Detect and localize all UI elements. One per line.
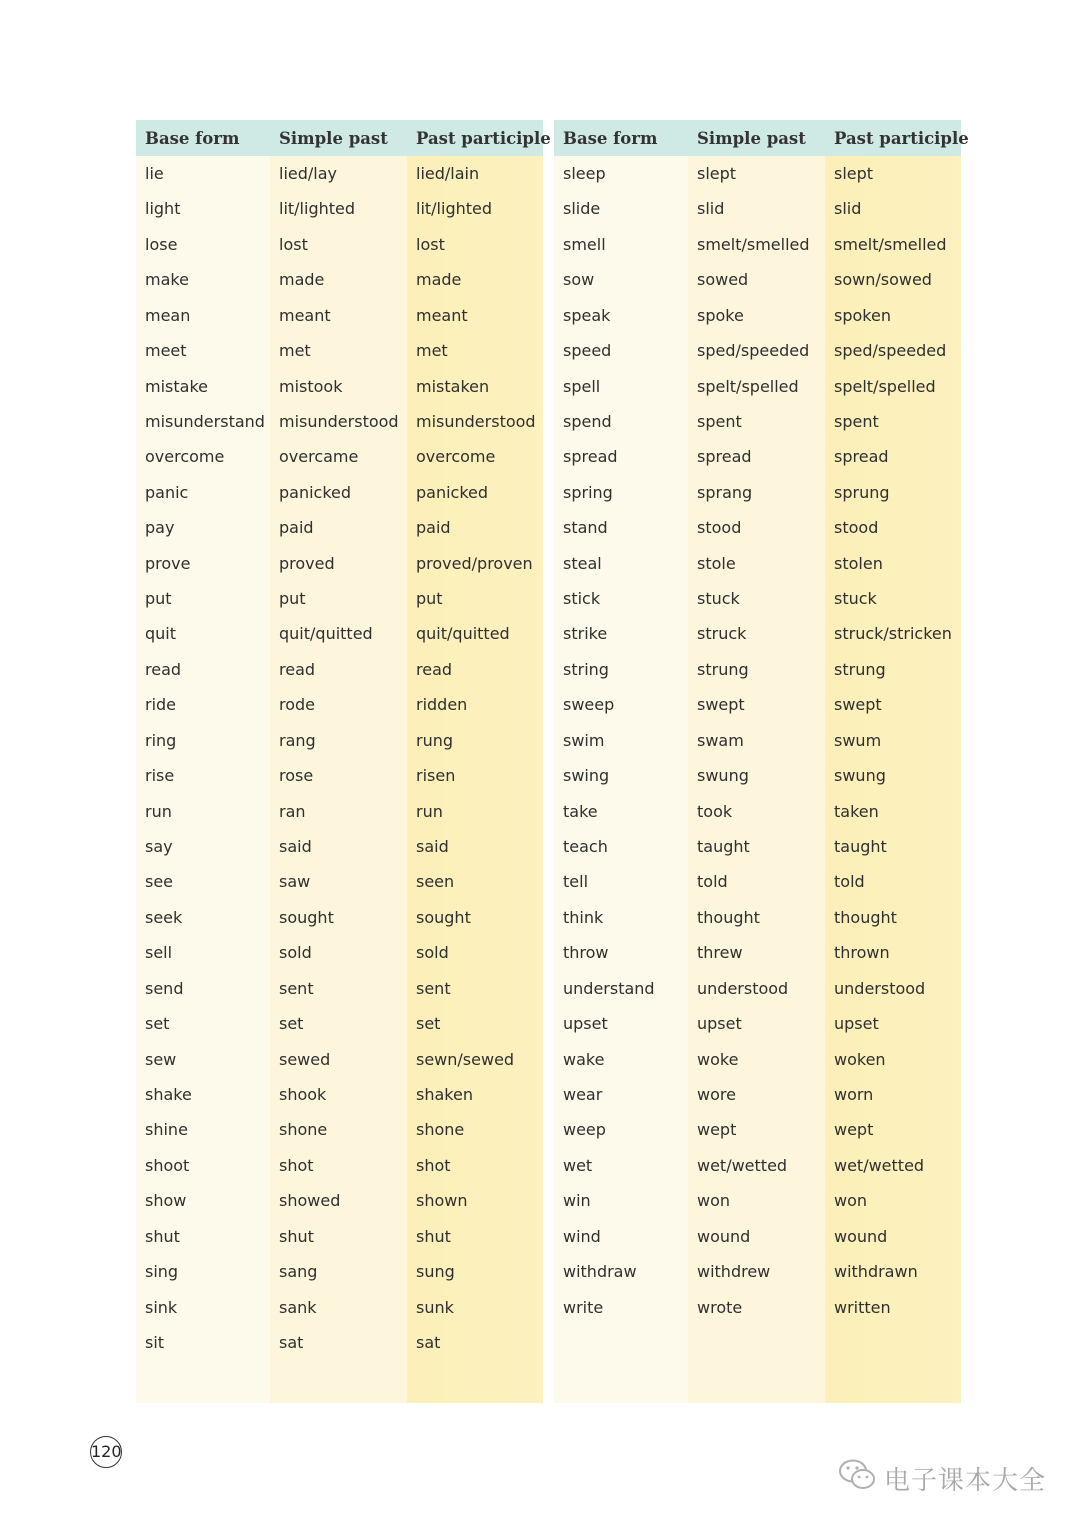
past-participle-cell: stuck bbox=[834, 589, 877, 609]
table-row bbox=[136, 900, 543, 935]
base-form-cell: sweep bbox=[563, 695, 615, 715]
table-row bbox=[554, 156, 961, 191]
base-form-cell: seek bbox=[145, 907, 183, 927]
past-participle-cell: taken bbox=[834, 801, 879, 821]
simple-past-cell: won bbox=[697, 1191, 731, 1211]
past-participle-cell: sown/sowed bbox=[834, 270, 932, 290]
table-row bbox=[136, 369, 543, 404]
past-participle-cell: shaken bbox=[416, 1084, 473, 1104]
base-form-cell: pay bbox=[145, 518, 175, 538]
simple-past-cell: told bbox=[697, 872, 728, 892]
table-row bbox=[136, 1112, 543, 1147]
table-row bbox=[554, 1183, 961, 1218]
table-row bbox=[554, 1219, 961, 1254]
table-row bbox=[554, 794, 961, 829]
simple-past-cell: misunderstood bbox=[279, 411, 399, 431]
table-row bbox=[554, 191, 961, 226]
past-participle-cell: slid bbox=[834, 199, 862, 219]
past-participle-cell: stood bbox=[834, 518, 879, 538]
table-row bbox=[554, 1006, 961, 1041]
table-row bbox=[554, 1077, 961, 1112]
table-header bbox=[136, 120, 551, 156]
simple-past-cell: swam bbox=[697, 730, 744, 750]
simple-past-cell: stuck bbox=[697, 589, 740, 609]
base-form-cell: mistake bbox=[145, 376, 208, 396]
past-participle-cell: overcome bbox=[416, 447, 496, 467]
table-row bbox=[136, 227, 543, 262]
table-row bbox=[554, 1254, 961, 1289]
base-form-cell: panic bbox=[145, 482, 189, 502]
table-row bbox=[554, 1042, 961, 1077]
base-form-cell: wear bbox=[563, 1084, 603, 1104]
header-simple-past: Simple past bbox=[697, 129, 806, 148]
simple-past-cell: shot bbox=[279, 1155, 314, 1175]
base-form-cell: overcome bbox=[145, 447, 225, 467]
table-row bbox=[136, 156, 543, 191]
table-row bbox=[136, 687, 543, 722]
watermark-text: 电子课本大全 bbox=[884, 1465, 1047, 1496]
past-participle-cell: upset bbox=[834, 1014, 879, 1034]
table-row bbox=[136, 971, 543, 1006]
simple-past-cell: quit/quitted bbox=[279, 624, 373, 644]
base-form-cell: wake bbox=[563, 1049, 605, 1069]
simple-past-cell: wet/wetted bbox=[697, 1155, 788, 1175]
simple-past-cell: wound bbox=[697, 1226, 751, 1246]
simple-past-cell: understood bbox=[697, 978, 789, 998]
simple-past-cell: taught bbox=[697, 837, 750, 857]
past-participle-cell: spelt/spelled bbox=[834, 376, 936, 396]
past-participle-cell: spoken bbox=[834, 305, 891, 325]
past-participle-cell: sewn/sewed bbox=[416, 1049, 515, 1069]
base-form-cell: speed bbox=[563, 341, 612, 361]
table-row bbox=[554, 829, 961, 864]
base-form-cell: sink bbox=[145, 1297, 178, 1317]
past-participle-cell: won bbox=[834, 1191, 868, 1211]
base-form-cell: smell bbox=[563, 234, 606, 254]
base-form-cell: ring bbox=[145, 730, 177, 750]
header-past-participle: Past participle bbox=[416, 129, 551, 148]
base-form-cell: mean bbox=[145, 305, 191, 325]
simple-past-cell: slid bbox=[697, 199, 725, 219]
table-row bbox=[136, 1219, 543, 1254]
past-participle-cell: run bbox=[416, 801, 443, 821]
simple-past-cell: stole bbox=[697, 553, 736, 573]
simple-past-cell: withdrew bbox=[697, 1262, 771, 1282]
table-row bbox=[554, 1148, 961, 1183]
past-participle-cell: paid bbox=[416, 518, 451, 538]
table-row bbox=[554, 1290, 961, 1325]
simple-past-cell: sewed bbox=[279, 1049, 331, 1069]
table-row bbox=[136, 794, 543, 829]
past-participle-cell: smelt/smelled bbox=[834, 234, 947, 254]
simple-past-cell: panicked bbox=[279, 482, 352, 502]
past-participle-cell: sold bbox=[416, 943, 449, 963]
past-participle-cell: mistaken bbox=[416, 376, 490, 396]
past-participle-cell: worn bbox=[834, 1084, 874, 1104]
table-row bbox=[136, 262, 543, 297]
table-row bbox=[136, 1006, 543, 1041]
base-form-cell: stand bbox=[563, 518, 608, 538]
table-row bbox=[554, 439, 961, 474]
base-form-cell: write bbox=[563, 1297, 604, 1317]
table-row bbox=[136, 404, 543, 439]
base-form-cell: sell bbox=[145, 943, 173, 963]
simple-past-cell: shook bbox=[279, 1084, 327, 1104]
header-base-form: Base form bbox=[563, 129, 658, 148]
table-row bbox=[136, 475, 543, 510]
base-form-cell: swim bbox=[563, 730, 605, 750]
table-body bbox=[136, 156, 543, 1360]
past-participle-cell: strung bbox=[834, 659, 886, 679]
simple-past-cell: upset bbox=[697, 1014, 742, 1034]
base-form-cell: put bbox=[145, 589, 172, 609]
table-row bbox=[554, 652, 961, 687]
base-form-cell: slide bbox=[563, 199, 601, 219]
simple-past-cell: showed bbox=[279, 1191, 341, 1211]
past-participle-cell: seen bbox=[416, 872, 455, 892]
simple-past-cell: met bbox=[279, 341, 311, 361]
past-participle-cell: lost bbox=[416, 234, 445, 254]
past-participle-cell: understood bbox=[834, 978, 926, 998]
table-row bbox=[554, 581, 961, 616]
past-participle-cell: woken bbox=[834, 1049, 886, 1069]
table-row bbox=[136, 864, 543, 899]
simple-past-cell: meant bbox=[279, 305, 331, 325]
table-row bbox=[554, 687, 961, 722]
simple-past-cell: mistook bbox=[279, 376, 343, 396]
past-participle-cell: wet/wetted bbox=[834, 1155, 925, 1175]
past-participle-cell: put bbox=[416, 589, 443, 609]
past-participle-cell: sped/speeded bbox=[834, 341, 947, 361]
base-form-cell: lie bbox=[145, 164, 164, 183]
base-form-cell: weep bbox=[563, 1120, 606, 1140]
table-row bbox=[554, 616, 961, 651]
past-participle-cell: withdrawn bbox=[834, 1262, 918, 1282]
base-form-cell: tell bbox=[563, 872, 589, 892]
simple-past-cell: sat bbox=[279, 1332, 304, 1352]
past-participle-cell: sunk bbox=[416, 1297, 454, 1317]
past-participle-cell: shut bbox=[416, 1226, 451, 1246]
table-row bbox=[136, 191, 543, 226]
simple-past-cell: shone bbox=[279, 1120, 328, 1140]
simple-past-cell: smelt/smelled bbox=[697, 234, 810, 254]
base-form-cell: lose bbox=[145, 234, 178, 254]
past-participle-cell: taught bbox=[834, 837, 887, 857]
simple-past-cell: put bbox=[279, 589, 306, 609]
simple-past-cell: sent bbox=[279, 978, 314, 998]
past-participle-cell: ridden bbox=[416, 695, 468, 715]
simple-past-cell: threw bbox=[697, 943, 743, 963]
table-row bbox=[136, 758, 543, 793]
table-row bbox=[554, 333, 961, 368]
simple-past-cell: spread bbox=[697, 447, 752, 467]
table-row bbox=[136, 723, 543, 758]
simple-past-cell: proved bbox=[279, 553, 335, 573]
past-participle-cell: wept bbox=[834, 1120, 874, 1140]
past-participle-cell: made bbox=[416, 270, 462, 290]
simple-past-cell: strung bbox=[697, 659, 749, 679]
base-form-cell: light bbox=[145, 199, 181, 219]
simple-past-cell: spelt/spelled bbox=[697, 376, 799, 396]
simple-past-cell: sold bbox=[279, 943, 312, 963]
table-row bbox=[554, 1112, 961, 1147]
past-participle-cell: sat bbox=[416, 1332, 441, 1352]
base-form-cell: win bbox=[563, 1191, 591, 1211]
base-form-cell: sleep bbox=[563, 164, 606, 183]
header-past-participle: Past participle bbox=[834, 129, 969, 148]
past-participle-cell: read bbox=[416, 659, 453, 679]
simple-past-cell: wore bbox=[697, 1084, 736, 1104]
table-row bbox=[554, 546, 961, 581]
simple-past-cell: lit/lighted bbox=[279, 199, 356, 219]
table-row bbox=[554, 864, 961, 899]
simple-past-cell: overcame bbox=[279, 447, 359, 467]
simple-past-cell: saw bbox=[279, 872, 311, 892]
past-participle-cell: sung bbox=[416, 1262, 455, 1282]
table-row bbox=[554, 900, 961, 935]
simple-past-cell: slept bbox=[697, 164, 737, 183]
simple-past-cell: swept bbox=[697, 695, 745, 715]
table-row bbox=[136, 546, 543, 581]
base-form-cell: strike bbox=[563, 624, 608, 644]
table-row bbox=[554, 475, 961, 510]
past-participle-cell: swum bbox=[834, 730, 882, 750]
simple-past-cell: woke bbox=[697, 1049, 739, 1069]
past-participle-cell: swept bbox=[834, 695, 882, 715]
base-form-cell: quit bbox=[145, 624, 177, 644]
base-form-cell: wind bbox=[563, 1226, 601, 1246]
simple-past-cell: sang bbox=[279, 1262, 318, 1282]
base-form-cell: see bbox=[145, 872, 174, 892]
table-row bbox=[136, 333, 543, 368]
base-form-cell: spell bbox=[563, 376, 601, 396]
base-form-cell: think bbox=[563, 907, 604, 927]
table-row bbox=[554, 369, 961, 404]
past-participle-cell: quit/quitted bbox=[416, 624, 510, 644]
header-base-form: Base form bbox=[145, 129, 240, 148]
base-form-cell: swing bbox=[563, 766, 610, 786]
past-participle-cell: shot bbox=[416, 1155, 451, 1175]
table-row bbox=[554, 227, 961, 262]
base-form-cell: sow bbox=[563, 270, 595, 290]
simple-past-cell: sank bbox=[279, 1297, 317, 1317]
base-form-cell: shake bbox=[145, 1084, 192, 1104]
verb-table-right bbox=[554, 120, 969, 1403]
table-row bbox=[136, 935, 543, 970]
base-form-cell: steal bbox=[563, 553, 602, 573]
base-form-cell: speak bbox=[563, 305, 611, 325]
table-row bbox=[554, 404, 961, 439]
simple-past-cell: said bbox=[279, 837, 312, 857]
base-form-cell: throw bbox=[563, 943, 609, 963]
past-participle-cell: struck/stricken bbox=[834, 624, 952, 644]
simple-past-cell: spoke bbox=[697, 305, 744, 325]
simple-past-cell: spent bbox=[697, 411, 742, 431]
simple-past-cell: read bbox=[279, 659, 316, 679]
base-form-cell: understand bbox=[563, 978, 655, 998]
base-form-cell: shut bbox=[145, 1226, 180, 1246]
base-form-cell: send bbox=[145, 978, 184, 998]
table-row bbox=[136, 581, 543, 616]
past-participle-cell: thought bbox=[834, 907, 897, 927]
past-participle-cell: panicked bbox=[416, 482, 489, 502]
simple-past-cell: sought bbox=[279, 907, 334, 927]
header-simple-past: Simple past bbox=[279, 129, 388, 148]
base-form-cell: meet bbox=[145, 341, 187, 361]
simple-past-cell: ran bbox=[279, 801, 306, 821]
past-participle-cell: slept bbox=[834, 164, 874, 183]
base-form-cell: read bbox=[145, 659, 182, 679]
past-participle-cell: wound bbox=[834, 1226, 888, 1246]
table-row bbox=[554, 723, 961, 758]
past-participle-cell: stolen bbox=[834, 553, 883, 573]
past-participle-cell: spread bbox=[834, 447, 889, 467]
base-form-cell: ride bbox=[145, 695, 177, 715]
simple-past-cell: sped/speeded bbox=[697, 341, 810, 361]
table-row bbox=[136, 616, 543, 651]
table-body bbox=[554, 156, 961, 1325]
past-participle-cell: set bbox=[416, 1014, 441, 1034]
past-participle-cell: thrown bbox=[834, 943, 890, 963]
simple-past-cell: set bbox=[279, 1014, 304, 1034]
base-form-cell: run bbox=[145, 801, 172, 821]
table-row bbox=[554, 298, 961, 333]
simple-past-cell: sprang bbox=[697, 482, 753, 502]
table-row bbox=[136, 1183, 543, 1218]
simple-past-cell: stood bbox=[697, 518, 742, 538]
base-form-cell: withdraw bbox=[563, 1262, 637, 1282]
past-participle-cell: swung bbox=[834, 766, 886, 786]
simple-past-cell: lost bbox=[279, 234, 308, 254]
simple-past-cell: lied/lay bbox=[279, 164, 337, 183]
past-participle-cell: shone bbox=[416, 1120, 465, 1140]
wechat-icon bbox=[838, 1458, 876, 1499]
table-row bbox=[136, 1325, 543, 1360]
base-form-cell: take bbox=[563, 801, 598, 821]
simple-past-cell: wept bbox=[697, 1120, 737, 1140]
table-row bbox=[136, 1042, 543, 1077]
base-form-cell: prove bbox=[145, 553, 191, 573]
base-form-cell: spend bbox=[563, 411, 612, 431]
table-row bbox=[136, 510, 543, 545]
table-row bbox=[554, 971, 961, 1006]
table-row bbox=[136, 439, 543, 474]
base-form-cell: set bbox=[145, 1014, 170, 1034]
past-participle-cell: told bbox=[834, 872, 865, 892]
table-row bbox=[554, 758, 961, 793]
past-participle-cell: risen bbox=[416, 766, 456, 786]
page-number: 120 bbox=[90, 1436, 122, 1468]
past-participle-cell: misunderstood bbox=[416, 411, 536, 431]
base-form-cell: wet bbox=[563, 1155, 593, 1175]
table-row bbox=[136, 298, 543, 333]
past-participle-cell: written bbox=[834, 1297, 891, 1317]
past-participle-cell: sprung bbox=[834, 482, 890, 502]
base-form-cell: sit bbox=[145, 1332, 165, 1352]
base-form-cell: spread bbox=[563, 447, 618, 467]
past-participle-cell: proved/proven bbox=[416, 553, 533, 573]
past-participle-cell: sought bbox=[416, 907, 471, 927]
simple-past-cell: swung bbox=[697, 766, 749, 786]
simple-past-cell: rose bbox=[279, 766, 314, 786]
past-participle-cell: lit/lighted bbox=[416, 199, 493, 219]
table-row bbox=[554, 935, 961, 970]
watermark bbox=[838, 1458, 1046, 1498]
table-row bbox=[136, 829, 543, 864]
verb-table-left bbox=[136, 120, 551, 1403]
past-participle-cell: sent bbox=[416, 978, 451, 998]
simple-past-cell: made bbox=[279, 270, 325, 290]
past-participle-cell: lied/lain bbox=[416, 164, 480, 183]
simple-past-cell: thought bbox=[697, 907, 760, 927]
table-row bbox=[136, 1077, 543, 1112]
table-row bbox=[136, 1254, 543, 1289]
past-participle-cell: spent bbox=[834, 411, 879, 431]
base-form-cell: upset bbox=[563, 1014, 608, 1034]
table-header bbox=[554, 120, 969, 156]
simple-past-cell: paid bbox=[279, 518, 314, 538]
simple-past-cell: wrote bbox=[697, 1297, 743, 1317]
base-form-cell: misunderstand bbox=[145, 411, 265, 431]
table-row bbox=[136, 1290, 543, 1325]
simple-past-cell: sowed bbox=[697, 270, 749, 290]
simple-past-cell: took bbox=[697, 801, 733, 821]
base-form-cell: stick bbox=[563, 589, 601, 609]
base-form-cell: shoot bbox=[145, 1155, 190, 1175]
table-row bbox=[554, 510, 961, 545]
past-participle-cell: rung bbox=[416, 730, 454, 750]
base-form-cell: shine bbox=[145, 1120, 188, 1140]
simple-past-cell: rode bbox=[279, 695, 316, 715]
table-row bbox=[136, 652, 543, 687]
base-form-cell: say bbox=[145, 837, 173, 857]
base-form-cell: rise bbox=[145, 766, 175, 786]
base-form-cell: string bbox=[563, 659, 609, 679]
simple-past-cell: rang bbox=[279, 730, 316, 750]
base-form-cell: sing bbox=[145, 1262, 179, 1282]
base-form-cell: sew bbox=[145, 1049, 177, 1069]
past-participle-cell: meant bbox=[416, 305, 468, 325]
past-participle-cell: said bbox=[416, 837, 449, 857]
simple-past-cell: struck bbox=[697, 624, 747, 644]
past-participle-cell: shown bbox=[416, 1191, 468, 1211]
simple-past-cell: shut bbox=[279, 1226, 314, 1246]
base-form-cell: show bbox=[145, 1191, 187, 1211]
table-row bbox=[554, 262, 961, 297]
base-form-cell: make bbox=[145, 270, 189, 290]
base-form-cell: teach bbox=[563, 837, 608, 857]
past-participle-cell: met bbox=[416, 341, 448, 361]
base-form-cell: spring bbox=[563, 482, 613, 502]
table-row bbox=[136, 1148, 543, 1183]
